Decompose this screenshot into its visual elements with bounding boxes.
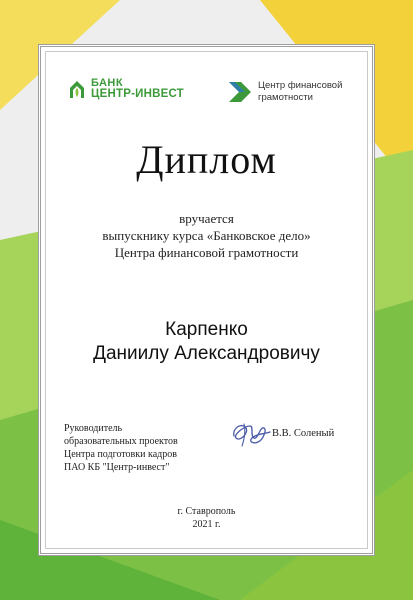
issue-place-date [0, 505, 413, 531]
handwritten-signature [230, 418, 274, 448]
position-line: ПАО КБ "Центр-инвест" [64, 462, 170, 473]
bank-logo [68, 78, 184, 100]
awarded-line: выпускнику курса «Банковское дело» [102, 228, 311, 243]
position-line: Руководитель [64, 423, 123, 434]
certificate-inner-border [45, 51, 368, 549]
bank-emblem-icon [68, 79, 86, 99]
issue-city: г. Ставрополь [177, 506, 236, 517]
certificate-frame [38, 44, 375, 556]
diploma-title: Диплом [136, 137, 277, 182]
recipient-given-names: Даниилу Александровичу [93, 343, 320, 364]
bank-logo-line1: БАНК [91, 77, 124, 89]
position-line: Центра подготовки кадров [64, 449, 177, 460]
financial-literacy-center-logo [229, 80, 342, 104]
arrow-chevron-icon [229, 82, 251, 102]
center-logo-line1: Центр финансовой [258, 80, 343, 91]
awarded-line: Центра финансовой грамотности [114, 245, 299, 260]
signatory-position [64, 422, 178, 474]
recipient-name [0, 318, 413, 366]
position-line: образовательных проектов [64, 436, 178, 447]
bank-logo-line2: ЦЕНТР-ИНВЕСТ [91, 88, 184, 100]
signatory-name: В.В. Соленый [272, 428, 335, 439]
recipient-surname: Карпенко [165, 319, 248, 340]
center-logo-line2: грамотности [258, 92, 313, 103]
issue-year: 2021 г. [192, 519, 221, 530]
awarded-text [0, 210, 413, 261]
awarded-line: вручается [179, 211, 234, 226]
